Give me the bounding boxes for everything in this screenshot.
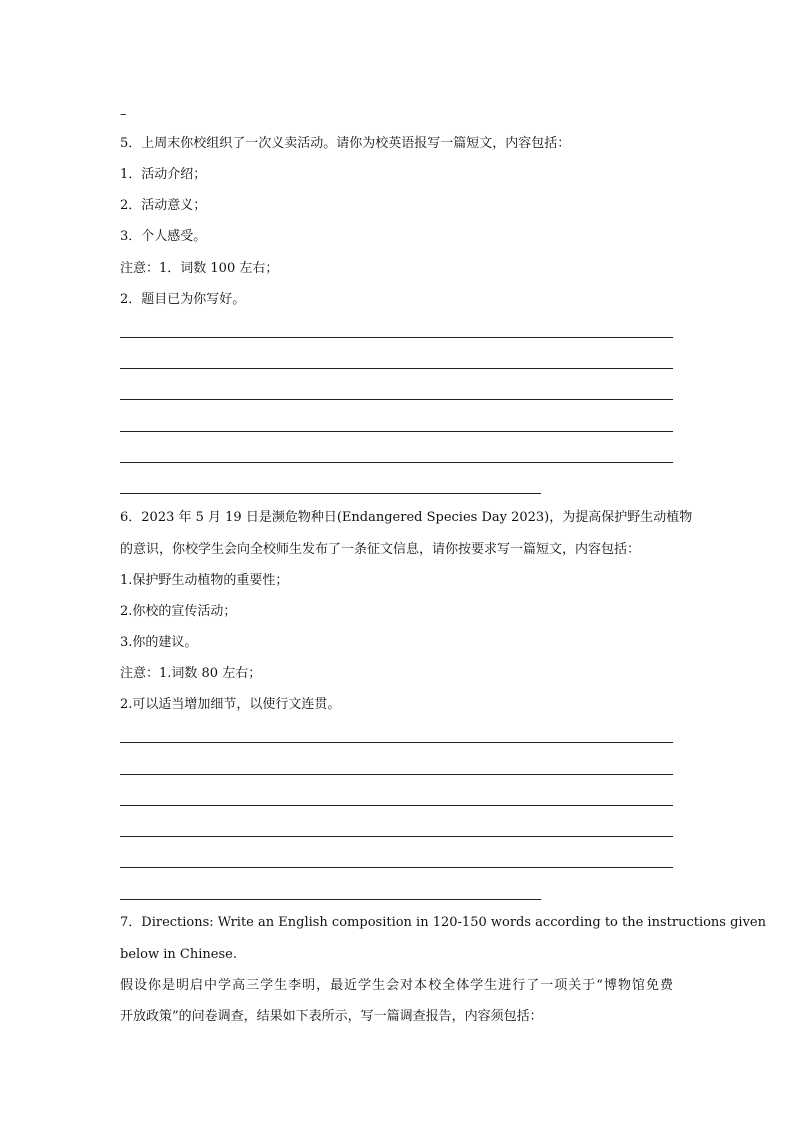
q6-prompt-line-2: 的意识，你校学生会向全校师生发布了一条征文信息，请你按要求写一篇短文，内容包括： bbox=[120, 542, 641, 557]
q6-note: 注意：1.词数 80 左右； bbox=[120, 666, 262, 681]
q5-answer-line-5[interactable] bbox=[120, 462, 673, 463]
q5-item-1: 1．活动介绍； bbox=[120, 167, 207, 182]
q6-answer-line-1[interactable] bbox=[120, 742, 673, 743]
q7-body-line-2: 开放政策”的问卷调查，结果如下表所示，写一篇调查报告，内容须包括： bbox=[120, 1009, 543, 1024]
q6-item-3: 3.你的建议。 bbox=[120, 635, 198, 650]
q5-item-2: 2．活动意义； bbox=[120, 198, 207, 213]
q5-note: 注意：1．词数 100 左右； bbox=[120, 261, 279, 276]
top-mark: – bbox=[120, 107, 127, 122]
q5-note-2: 2．题目已为你写好。 bbox=[120, 292, 246, 307]
q6-prompt-line-1: 6．2023 年 5 月 19 日是濒危物种日(Endangered Species Day 2023)，为提高保护野生动植物 bbox=[120, 510, 693, 525]
q7-directions-line-1: 7．Directions: Write an English composition in 120-150 words according to the instructions given bbox=[120, 915, 767, 930]
q7-body-line-1: 假设你是明启中学高三学生李明，最近学生会对本校全体学生进行了一项关于“博物馆免费 bbox=[120, 978, 673, 993]
q5-answer-line-1[interactable] bbox=[120, 337, 673, 338]
q7-directions-line-2: below in Chinese. bbox=[120, 947, 237, 962]
q5-answer-line-3[interactable] bbox=[120, 399, 673, 400]
q5-answer-line-6[interactable] bbox=[120, 493, 541, 494]
q6-answer-line-4[interactable] bbox=[120, 836, 673, 837]
q5-item-3: 3．个人感受。 bbox=[120, 229, 207, 244]
q6-item-2: 2.你校的宣传活动； bbox=[120, 604, 237, 619]
q6-answer-line-6[interactable] bbox=[120, 899, 541, 900]
q6-note-2: 2.可以适当增加细节，以使行文连贯。 bbox=[120, 697, 341, 712]
q6-answer-line-3[interactable] bbox=[120, 805, 673, 806]
q5-prompt: 5．上周末你校组织了一次义卖活动。请你为校英语报写一篇短文，内容包括： bbox=[120, 136, 571, 151]
q6-answer-line-5[interactable] bbox=[120, 867, 673, 868]
q6-answer-line-2[interactable] bbox=[120, 774, 673, 775]
q6-item-1: 1.保护野生动植物的重要性； bbox=[120, 573, 289, 588]
q5-answer-line-2[interactable] bbox=[120, 368, 673, 369]
q5-answer-line-4[interactable] bbox=[120, 431, 673, 432]
